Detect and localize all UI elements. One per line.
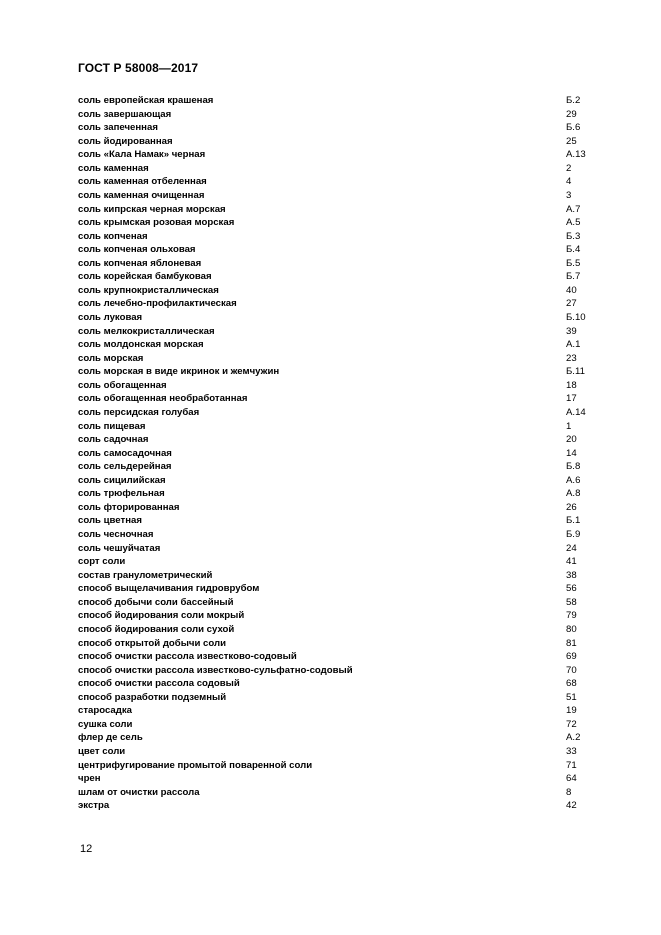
index-ref: Б.4 [566,244,581,256]
index-term: способ очистки рассола известково-содовый [78,651,297,663]
index-term: способ йодирования соли мокрый [78,610,245,622]
index-entry [78,718,598,732]
index-ref: 80 [566,623,577,635]
index-entry [78,121,598,135]
index-entry [78,135,598,149]
index-ref: 72 [566,718,577,730]
index-ref: 81 [566,637,577,649]
index-entry [78,447,598,461]
index-entry [78,650,598,664]
index-ref: А.5 [566,217,581,229]
index-ref: А.6 [566,474,581,486]
index-entry [78,677,598,691]
index-entry [78,203,598,217]
index-entry [78,745,598,759]
index-term: соль лечебно-профилактическая [78,298,237,310]
index-entry [78,230,598,244]
index-entry [78,284,598,298]
index-ref: 58 [566,596,577,608]
index-term: соль крымская розовая морская [78,217,235,229]
index-entry [78,325,598,339]
document-header: ГОСТ Р 58008—2017 [78,61,199,75]
index-term: соль «Кала Намак» черная [78,149,206,161]
index-ref: А.13 [566,149,586,161]
index-term: способ выщелачивания гидроврубом [78,583,260,595]
index-entry [78,365,598,379]
index-ref: А.2 [566,732,581,744]
index-entry [78,528,598,542]
index-term: соль копченая [78,230,148,242]
index-ref: 79 [566,610,577,622]
index-entry [78,799,598,813]
index-ref: 14 [566,447,577,459]
index-ref: 25 [566,135,577,147]
index-term: соль луковая [78,312,143,323]
index-term: сорт соли [78,556,126,568]
index-entry [78,759,598,773]
index-ref: 38 [566,569,577,581]
index-term: соль корейская бамбуковая [78,271,212,283]
index-term: состав гранулометрический [78,569,213,581]
index-entry [78,297,598,311]
index-ref: 20 [566,434,577,446]
index-term: соль чесночная [78,529,154,540]
index-term: соль молдонская морская [78,339,204,351]
index-term: соль сицилийская [78,474,166,486]
index-ref: 1 [566,420,572,432]
index-entry [78,216,598,230]
index-entry [78,352,598,366]
index-ref: 64 [566,773,577,785]
index-ref: Б.9 [566,529,581,540]
index-term: соль сельдерейная [78,461,172,473]
index-term: соль морская [78,352,144,364]
index-ref: 27 [566,298,577,310]
index-ref: 29 [566,108,577,120]
index-term: способ разработки подземный [78,691,227,703]
index-ref: 23 [566,352,577,364]
index-ref: А.7 [566,203,581,215]
index-entry [78,108,598,122]
index-ref: 69 [566,651,577,663]
index-entry [78,175,598,189]
index-term: соль копченая яблоневая [78,257,202,269]
index-ref: 68 [566,678,577,690]
alphabetical-index [78,94,598,813]
index-term: соль кипрская черная морская [78,203,226,215]
index-ref: 51 [566,691,577,703]
index-term: старосадка [78,705,132,717]
index-entry [78,94,598,108]
index-ref: Б.11 [566,366,585,378]
index-term: соль чешуйчатая [78,542,161,554]
index-ref: 42 [566,800,577,812]
index-term: соль йодированная [78,135,173,147]
index-term: соль фторированная [78,501,180,513]
index-entry [78,420,598,434]
index-entry [78,406,598,420]
index-entry [78,609,598,623]
index-term: чрен [78,773,101,785]
index-term: соль каменная [78,162,149,174]
index-entry [78,501,598,515]
index-entry [78,555,598,569]
index-ref: 2 [566,162,572,174]
index-term: флер де сель [78,732,143,744]
index-ref: 41 [566,556,577,568]
index-term: центрифугирование промытой поваренной соли [78,759,313,771]
index-ref: Б.2 [566,95,581,106]
index-entry [78,664,598,678]
index-ref: 4 [566,176,572,188]
index-term: способ открытой добычи соли [78,637,226,649]
index-term: экстра [78,800,110,812]
index-entry [78,786,598,800]
index-ref: А.14 [566,406,586,418]
index-term: сушка соли [78,718,133,730]
index-ref: Б.7 [566,271,581,283]
index-ref: 17 [566,393,577,405]
index-entry [78,487,598,501]
index-ref: 26 [566,501,577,513]
index-entry [78,623,598,637]
index-term: способ очистки рассола известково-сульфатно-содовый [78,664,353,676]
index-term: соль трюфельная [78,488,165,500]
index-entry [78,379,598,393]
index-ref: Б.5 [566,257,581,269]
index-term: соль запеченная [78,122,158,134]
index-entry [78,691,598,705]
index-term: способ йодирования соли сухой [78,623,235,635]
index-entry [78,311,598,325]
index-entry [78,162,598,176]
index-ref: 3 [566,189,572,201]
index-term: соль завершающая [78,108,172,120]
index-term: соль обогащенная [78,379,167,391]
index-term: соль крупнокристаллическая [78,284,219,296]
index-ref: 56 [566,583,577,595]
index-entry [78,392,598,406]
index-ref: 18 [566,379,577,391]
index-entry [78,542,598,556]
index-ref: 70 [566,664,577,676]
index-entry [78,433,598,447]
index-ref: Б.8 [566,461,581,473]
index-entry [78,270,598,284]
index-term: соль европейская крашеная [78,95,214,106]
index-entry [78,474,598,488]
index-ref: Б.10 [566,312,586,323]
index-term: способ очистки рассола содовый [78,678,240,690]
index-entry [78,569,598,583]
index-ref: А.8 [566,488,581,500]
index-entry [78,772,598,786]
index-entry [78,704,598,718]
index-term: соль самосадочная [78,447,172,459]
index-entry [78,148,598,162]
index-ref: 33 [566,746,577,757]
page-number: 12 [80,843,93,855]
index-term: соль копченая ольховая [78,244,196,256]
index-term: способ добычи соли бассейный [78,596,234,608]
index-term: соль обогащенная необработанная [78,393,248,405]
index-entry [78,460,598,474]
index-term: соль каменная очищенная [78,189,205,201]
index-term: соль морская в виде икринок и жемчужин [78,366,280,378]
index-term: цвет соли [78,746,126,757]
index-ref: 19 [566,705,577,717]
index-term: соль пищевая [78,420,146,432]
index-term: соль персидская голубая [78,406,200,418]
index-entry [78,596,598,610]
index-entry [78,338,598,352]
index-entry [78,257,598,271]
index-term: соль садочная [78,434,149,446]
index-term: соль мелкокристаллическая [78,325,215,337]
index-ref: Б.6 [566,122,581,134]
index-ref: Б.3 [566,230,581,242]
index-entry [78,243,598,257]
index-term: соль каменная отбеленная [78,176,207,188]
index-ref: А.1 [566,339,581,351]
index-term: соль цветная [78,515,142,527]
index-ref: 71 [566,759,577,771]
index-entry [78,189,598,203]
index-ref: 24 [566,542,577,554]
index-entry [78,582,598,596]
index-ref: 40 [566,284,577,296]
index-ref: 39 [566,325,577,337]
index-entry [78,637,598,651]
index-entry [78,731,598,745]
index-entry [78,514,598,528]
index-term: шлам от очистки рассола [78,786,200,798]
index-ref: Б.1 [566,515,581,527]
index-ref: 8 [566,786,572,798]
